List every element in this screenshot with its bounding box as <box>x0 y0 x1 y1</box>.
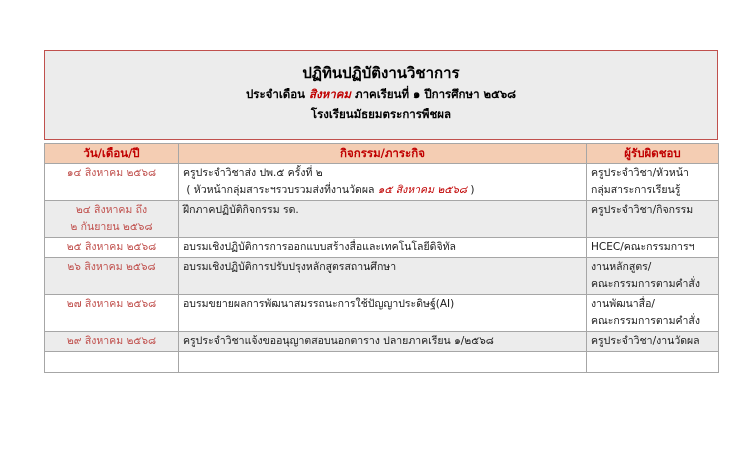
date-line: ๒๕ สิงหาคม ๒๕๖๘ <box>66 241 157 253</box>
row-responsible <box>587 332 719 352</box>
table-row <box>45 332 719 352</box>
schedule-table <box>44 143 719 373</box>
table-row <box>45 201 719 238</box>
row-date <box>45 201 179 238</box>
column-header-activity: กิจกรรม/ภาระกิจ <box>179 144 587 164</box>
row-activity-empty <box>179 352 587 373</box>
date-line: ๑๔ สิงหาคม ๒๕๖๘ <box>66 167 157 179</box>
column-header-responsible: ผู้รับผิดชอบ <box>587 144 719 164</box>
responsible-line: กลุ่มสาระการเรียนรู้ <box>591 184 681 196</box>
responsible-line: คณะกรรมการตามคำสั่ง <box>591 315 700 327</box>
document-header <box>44 50 718 140</box>
date-line: ๒๙ สิงหาคม ๒๕๖๘ <box>66 335 157 347</box>
row-responsible <box>587 164 719 201</box>
subtitle-month: สิงหาคม <box>309 87 351 101</box>
table-row-empty <box>45 352 719 373</box>
row-activity <box>179 164 587 201</box>
activity-line: อบรมขยายผลการพัฒนาสมรรถนะการใช้ปัญญาประดิษฐ์(AI) <box>183 298 455 310</box>
row-activity <box>179 258 587 295</box>
column-header-date: วัน/เดือน/ปี <box>45 144 179 164</box>
row-activity <box>179 238 587 258</box>
document-subtitle <box>45 84 717 104</box>
activity-line: ฝึกภาคปฏิบัติกิจกรรม รด. <box>183 204 299 216</box>
date-line: ๒๖ สิงหาคม ๒๕๖๘ <box>67 261 156 273</box>
activity-line: ครูประจำวิชาแจ้งขออนุญาตสอบนอกตาราง ปลายภาคเรียน ๑/๒๕๖๘ <box>183 335 494 347</box>
table-row <box>45 295 719 332</box>
row-responsible <box>587 238 719 258</box>
responsible-line: ครูประจำวิชา/หัวหน้า <box>591 167 689 179</box>
row-responsible <box>587 201 719 238</box>
row-date-empty <box>45 352 179 373</box>
table-row <box>45 164 719 201</box>
row-activity <box>179 201 587 238</box>
row-activity <box>179 295 587 332</box>
row-date <box>45 332 179 352</box>
activity-note-date: ๑๕ สิงหาคม ๒๕๖๘ <box>377 184 467 196</box>
row-responsible-empty <box>587 352 719 373</box>
activity-line <box>183 182 582 199</box>
responsible-line: งานพัฒนาสื่อ/ <box>591 298 655 310</box>
subtitle-suffix: ภาคเรียนที่ ๑ ปีการศึกษา ๒๕๖๘ <box>355 87 516 101</box>
date-line: ๒ กันยายน ๒๕๖๘ <box>70 221 153 233</box>
responsible-line: HCEC/คณะกรรมการฯ <box>591 241 695 253</box>
responsible-line: คณะกรรมการตามคำสั่ง <box>591 278 700 290</box>
responsible-line: ครูประจำวิชา/งานวัดผล <box>591 335 700 347</box>
row-responsible <box>587 258 719 295</box>
calendar-document <box>44 50 718 373</box>
table-header-row <box>45 144 719 164</box>
table-row <box>45 238 719 258</box>
table-row <box>45 258 719 295</box>
activity-note-suffix: ) <box>466 184 475 196</box>
row-date <box>45 295 179 332</box>
activity-note-prefix: ( หัวหน้ากลุ่มสาระฯรวบรวมส่งที่งานวัดผล <box>186 184 378 196</box>
document-title: ปฏิทินปฏิบัติงานวิชาการ <box>302 64 460 82</box>
responsible-line: งานหลักสูตร/ <box>591 261 652 273</box>
row-date <box>45 164 179 201</box>
activity-line: อบรมเชิงปฏิบัติการปรับปรุงหลักสูตรสถานศึกษา <box>183 261 397 273</box>
date-line: ๒๗ สิงหาคม ๒๕๖๘ <box>66 298 157 310</box>
row-activity <box>179 332 587 352</box>
school-name: โรงเรียนมัธยมตระการพืชผล <box>310 107 452 121</box>
date-line: ๒๔ สิงหาคม ถึง <box>75 204 148 216</box>
subtitle-prefix: ประจำเดือน <box>246 87 306 101</box>
row-date <box>45 258 179 295</box>
row-responsible <box>587 295 719 332</box>
responsible-line: ครูประจำวิชา/กิจกรรม <box>591 204 694 216</box>
activity-line: ครูประจำวิชาส่ง ปพ.๕ ครั้งที่ ๒ <box>183 167 323 179</box>
row-date <box>45 238 179 258</box>
activity-line: อบรมเชิงปฏิบัติการการออกแบบสร้างสื่อและเทคโนโลยีดิจิทัล <box>183 241 456 253</box>
